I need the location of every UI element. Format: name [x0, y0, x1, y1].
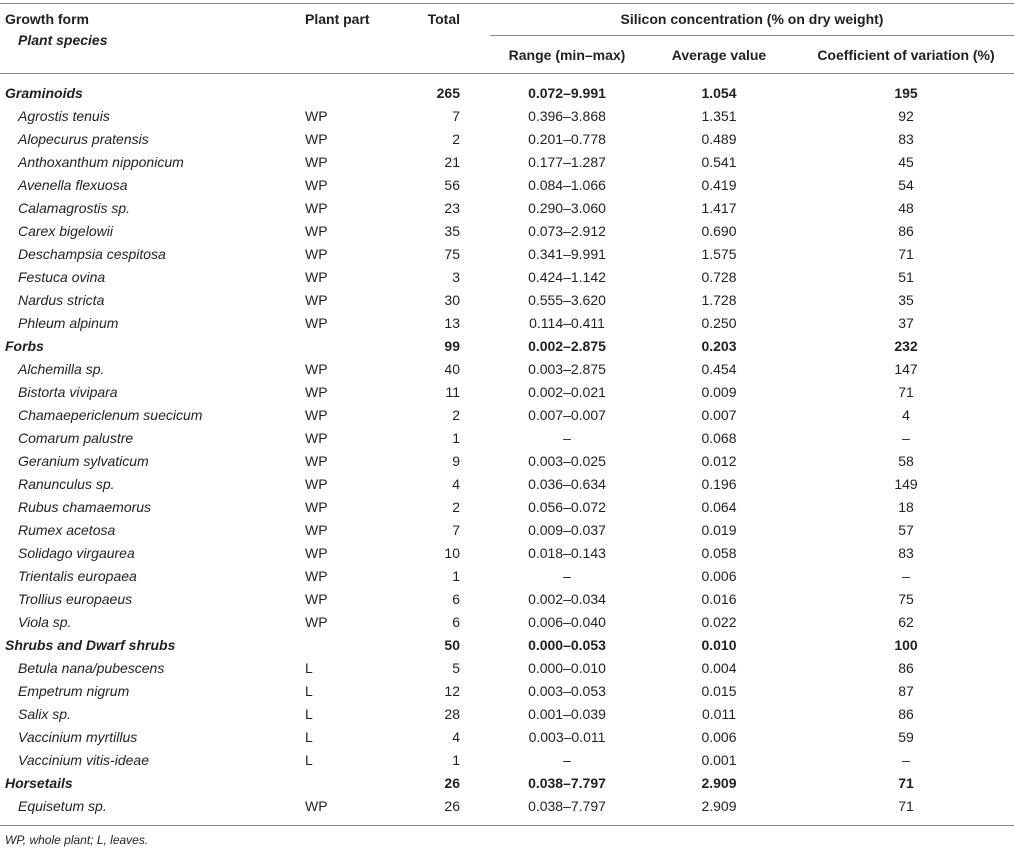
cell-total: 2 — [452, 131, 460, 147]
header-silicon-concentration: Silicon concentration (% on dry weight) — [620, 11, 884, 27]
cell-name: Anthoxanthum nipponicum — [18, 154, 184, 170]
cell-plant-part: WP — [305, 568, 328, 584]
header-growth-form: Growth form — [5, 11, 89, 27]
cell-name: Empetrum nigrum — [18, 683, 130, 699]
cell-average: 0.001 — [701, 752, 737, 768]
cell-cv: 71 — [898, 798, 914, 814]
cell-average: 0.015 — [701, 683, 737, 699]
cell-name: Comarum palustre — [18, 430, 134, 446]
cell-name: Chamaepericlenum suecicum — [18, 407, 203, 423]
cell-range: 0.114–0.411 — [529, 315, 605, 331]
cell-total: 13 — [444, 315, 460, 331]
cell-cv: 62 — [898, 614, 914, 630]
cell-name: Bistorta vivipara — [18, 384, 118, 400]
cell-plant-part: WP — [305, 223, 328, 239]
cell-range: 0.002–0.021 — [528, 384, 606, 400]
cell-plant-part: WP — [305, 361, 328, 377]
cell-range: 0.038–7.797 — [528, 775, 606, 791]
cell-cv: 71 — [898, 246, 914, 262]
cell-cv: 92 — [898, 108, 914, 124]
header-range: Range (min–max) — [508, 47, 626, 63]
cell-total: 2 — [452, 499, 460, 515]
table-row — [0, 197, 1014, 220]
cell-total: 1 — [452, 752, 460, 768]
cell-plant-part: WP — [305, 154, 328, 170]
cell-average: 0.690 — [701, 223, 737, 239]
cell-range: 0.009–0.037 — [528, 522, 606, 538]
cell-total: 23 — [444, 200, 460, 216]
cell-total: 75 — [444, 246, 460, 262]
cell-total: 21 — [444, 154, 460, 170]
cell-range: 0.201–0.778 — [528, 131, 606, 147]
table-row — [0, 312, 1014, 335]
cell-cv: 58 — [898, 453, 914, 469]
cell-range: 0.006–0.040 — [528, 614, 606, 630]
cell-range: – — [563, 430, 571, 446]
cell-plant-part: L — [305, 706, 313, 722]
cell-range: – — [563, 752, 571, 768]
cell-total: 4 — [452, 476, 460, 492]
cell-total: 28 — [444, 706, 460, 722]
cell-cv: 195 — [894, 85, 918, 101]
cell-average: 0.009 — [701, 384, 737, 400]
cell-average: 0.006 — [701, 568, 737, 584]
cell-average: 2.909 — [701, 775, 737, 791]
table-row — [0, 588, 1014, 611]
cell-range: 0.177–1.287 — [528, 154, 606, 170]
cell-total: 265 — [436, 85, 460, 101]
cell-plant-part: WP — [305, 522, 328, 538]
cell-range: 0.001–0.039 — [528, 706, 606, 722]
cell-cv: 86 — [898, 706, 914, 722]
cell-name: Horsetails — [5, 775, 73, 791]
cell-cv: 71 — [898, 775, 914, 791]
cell-total: 56 — [444, 177, 460, 193]
cell-total: 2 — [452, 407, 460, 423]
cell-total: 26 — [444, 775, 460, 791]
cell-name: Alchemilla sp. — [18, 361, 105, 377]
cell-plant-part: WP — [305, 131, 328, 147]
cell-range: 0.003–0.053 — [528, 683, 606, 699]
cell-plant-part: WP — [305, 384, 328, 400]
cell-name: Vaccinium vitis-ideae — [18, 752, 149, 768]
table-row — [0, 450, 1014, 473]
table-group-row — [0, 82, 1014, 105]
cell-range: 0.290–3.060 — [528, 200, 606, 216]
cell-cv: 86 — [898, 223, 914, 239]
cell-total: 35 — [444, 223, 460, 239]
cell-plant-part: WP — [305, 476, 328, 492]
subheader-rule — [490, 35, 1014, 36]
cell-name: Geranium sylvaticum — [18, 453, 149, 469]
cell-average: 2.909 — [701, 798, 737, 814]
cell-average: 0.016 — [701, 591, 737, 607]
cell-range: 0.084–1.066 — [528, 177, 606, 193]
table-row — [0, 519, 1014, 542]
cell-average: 0.010 — [701, 637, 737, 653]
cell-total: 1 — [452, 568, 460, 584]
cell-average: 0.004 — [701, 660, 737, 676]
cell-name: Vaccinium myrtillus — [18, 729, 138, 745]
cell-total: 7 — [452, 522, 460, 538]
table-row — [0, 565, 1014, 588]
cell-total: 5 — [452, 660, 460, 676]
table-bottom-rule — [0, 825, 1014, 826]
cell-cv: 51 — [898, 269, 914, 285]
table-row — [0, 611, 1014, 634]
cell-average: 0.058 — [701, 545, 737, 561]
table-row — [0, 381, 1014, 404]
cell-name: Betula nana/pubescens — [18, 660, 165, 676]
cell-total: 40 — [444, 361, 460, 377]
cell-total: 7 — [452, 108, 460, 124]
cell-cv: 71 — [898, 384, 914, 400]
cell-name: Shrubs and Dwarf shrubs — [5, 637, 176, 653]
cell-average: 0.068 — [701, 430, 737, 446]
cell-plant-part: WP — [305, 614, 328, 630]
header-plant-part: Plant part — [305, 11, 370, 27]
cell-plant-part: L — [305, 752, 313, 768]
cell-plant-part: WP — [305, 591, 328, 607]
cell-name: Graminoids — [5, 85, 83, 101]
cell-cv: 4 — [902, 407, 910, 423]
cell-plant-part: WP — [305, 430, 328, 446]
table-row — [0, 266, 1014, 289]
cell-name: Salix sp. — [18, 706, 71, 722]
table-row — [0, 680, 1014, 703]
table-row — [0, 128, 1014, 151]
cell-total: 12 — [444, 683, 460, 699]
table-row — [0, 496, 1014, 519]
cell-range: 0.073–2.912 — [528, 223, 606, 239]
cell-cv: 54 — [898, 177, 914, 193]
cell-cv: 83 — [898, 545, 914, 561]
cell-name: Forbs — [5, 338, 44, 354]
table-row — [0, 749, 1014, 772]
cell-average: 1.575 — [701, 246, 737, 262]
cell-name: Solidago virgaurea — [18, 545, 135, 561]
cell-average: 0.541 — [701, 154, 737, 170]
table-row — [0, 220, 1014, 243]
cell-name: Agrostis tenuis — [18, 108, 110, 124]
cell-range: 0.003–0.025 — [528, 453, 606, 469]
cell-range: 0.341–9.991 — [528, 246, 606, 262]
cell-plant-part: WP — [305, 315, 328, 331]
cell-name: Festuca ovina — [18, 269, 106, 285]
table-row — [0, 289, 1014, 312]
table-group-row — [0, 335, 1014, 358]
cell-average: 1.054 — [701, 85, 737, 101]
cell-cv: 37 — [898, 315, 914, 331]
cell-name: Viola sp. — [18, 614, 72, 630]
cell-average: 0.203 — [701, 338, 737, 354]
cell-average: 0.728 — [701, 269, 737, 285]
cell-cv: 48 — [898, 200, 914, 216]
cell-range: 0.424–1.142 — [528, 269, 606, 285]
cell-average: 0.454 — [701, 361, 737, 377]
table-row — [0, 473, 1014, 496]
cell-total: 50 — [444, 637, 460, 653]
cell-plant-part: WP — [305, 499, 328, 515]
header-average: Average value — [671, 47, 767, 63]
cell-cv: 45 — [898, 154, 914, 170]
cell-total: 1 — [452, 430, 460, 446]
cell-name: Trollius europaeus — [18, 591, 133, 607]
cell-average: 1.417 — [701, 200, 737, 216]
cell-range: 0.000–0.053 — [528, 637, 606, 653]
cell-range: 0.000–0.010 — [528, 660, 606, 676]
cell-total: 10 — [444, 545, 460, 561]
cell-plant-part: WP — [305, 545, 328, 561]
cell-average: 0.022 — [701, 614, 737, 630]
table-row — [0, 358, 1014, 381]
cell-cv: – — [902, 568, 910, 584]
cell-cv: 83 — [898, 131, 914, 147]
cell-name: Deschampsia cespitosa — [18, 246, 166, 262]
cell-total: 4 — [452, 729, 460, 745]
cell-average: 0.012 — [701, 453, 737, 469]
cell-range: 0.036–0.634 — [528, 476, 606, 492]
cell-average: 0.011 — [702, 706, 736, 722]
cell-name: Rumex acetosa — [18, 522, 116, 538]
header-total: Total — [427, 11, 460, 27]
cell-range: 0.002–0.034 — [528, 591, 606, 607]
cell-cv: – — [902, 752, 910, 768]
cell-range: 0.003–0.011 — [528, 729, 606, 745]
cell-cv: 18 — [898, 499, 914, 515]
cell-plant-part: WP — [305, 200, 328, 216]
cell-name: Calamagrostis sp. — [18, 200, 131, 216]
cell-range: 0.555–3.620 — [528, 292, 606, 308]
cell-average: 0.064 — [701, 499, 737, 515]
cell-plant-part: WP — [305, 798, 328, 814]
table-top-rule — [0, 3, 1014, 4]
cell-name: Phleum alpinum — [18, 315, 119, 331]
cell-average: 0.250 — [701, 315, 737, 331]
cell-cv: 35 — [898, 292, 914, 308]
cell-plant-part: L — [305, 683, 313, 699]
cell-average: 1.351 — [701, 108, 737, 124]
cell-name: Equisetum sp. — [18, 798, 107, 814]
cell-plant-part: WP — [305, 292, 328, 308]
cell-cv: 57 — [898, 522, 914, 538]
table-row — [0, 427, 1014, 450]
table-row — [0, 657, 1014, 680]
cell-total: 6 — [452, 614, 460, 630]
header-plant-species: Plant species — [18, 32, 108, 48]
cell-name: Alopecurus pratensis — [18, 131, 149, 147]
cell-name: Ranunculus sp. — [18, 476, 115, 492]
table-group-row — [0, 772, 1014, 795]
cell-name: Avenella flexuosa — [18, 177, 128, 193]
cell-cv: 75 — [898, 591, 914, 607]
cell-plant-part: L — [305, 660, 313, 676]
cell-total: 99 — [444, 338, 460, 354]
cell-name: Carex bigelowii — [18, 223, 113, 239]
cell-plant-part: WP — [305, 108, 328, 124]
cell-plant-part: L — [305, 729, 313, 745]
cell-average: 1.728 — [701, 292, 737, 308]
cell-plant-part: WP — [305, 453, 328, 469]
cell-total: 9 — [452, 453, 460, 469]
cell-cv: 100 — [894, 637, 918, 653]
table-row — [0, 404, 1014, 427]
cell-plant-part: WP — [305, 269, 328, 285]
cell-total: 3 — [452, 269, 460, 285]
cell-cv: 87 — [898, 683, 914, 699]
table-row — [0, 795, 1014, 818]
cell-cv: 86 — [898, 660, 914, 676]
cell-range: 0.038–7.797 — [528, 798, 606, 814]
cell-plant-part: WP — [305, 407, 328, 423]
table-row — [0, 151, 1014, 174]
table-group-row — [0, 634, 1014, 657]
cell-average: 0.419 — [701, 177, 737, 193]
cell-cv: 147 — [894, 361, 918, 377]
cell-average: 0.019 — [701, 522, 737, 538]
cell-average: 0.489 — [701, 131, 737, 147]
cell-plant-part: WP — [305, 246, 328, 262]
cell-range: 0.396–3.868 — [528, 108, 606, 124]
cell-range: 0.003–2.875 — [528, 361, 606, 377]
cell-cv: 149 — [894, 476, 918, 492]
header-coefficient-of-variation: Coefficient of variation (%) — [817, 47, 995, 63]
table-row — [0, 542, 1014, 565]
cell-range: 0.018–0.143 — [528, 545, 606, 561]
table-row — [0, 105, 1014, 128]
cell-total: 11 — [445, 384, 460, 400]
cell-total: 26 — [444, 798, 460, 814]
table-row — [0, 726, 1014, 749]
table-footnote: WP, whole plant; L, leaves. — [5, 833, 149, 847]
cell-name: Nardus stricta — [18, 292, 105, 308]
cell-range: 0.056–0.072 — [528, 499, 606, 515]
cell-average: 0.196 — [701, 476, 737, 492]
cell-range: – — [563, 568, 571, 584]
table-row — [0, 174, 1014, 197]
cell-range: 0.072–9.991 — [528, 85, 606, 101]
cell-plant-part: WP — [305, 177, 328, 193]
table-row — [0, 703, 1014, 726]
cell-total: 30 — [444, 292, 460, 308]
cell-average: 0.007 — [701, 407, 737, 423]
cell-cv: 232 — [894, 338, 918, 354]
cell-range: 0.007–0.007 — [528, 407, 606, 423]
header-bottom-rule — [0, 73, 1014, 74]
cell-name: Rubus chamaemorus — [18, 499, 152, 515]
cell-total: 6 — [452, 591, 460, 607]
cell-cv: – — [902, 430, 910, 446]
cell-average: 0.006 — [701, 729, 737, 745]
cell-cv: 59 — [898, 729, 914, 745]
cell-name: Trientalis europaea — [18, 568, 137, 584]
table-row — [0, 243, 1014, 266]
cell-range: 0.002–2.875 — [528, 338, 606, 354]
